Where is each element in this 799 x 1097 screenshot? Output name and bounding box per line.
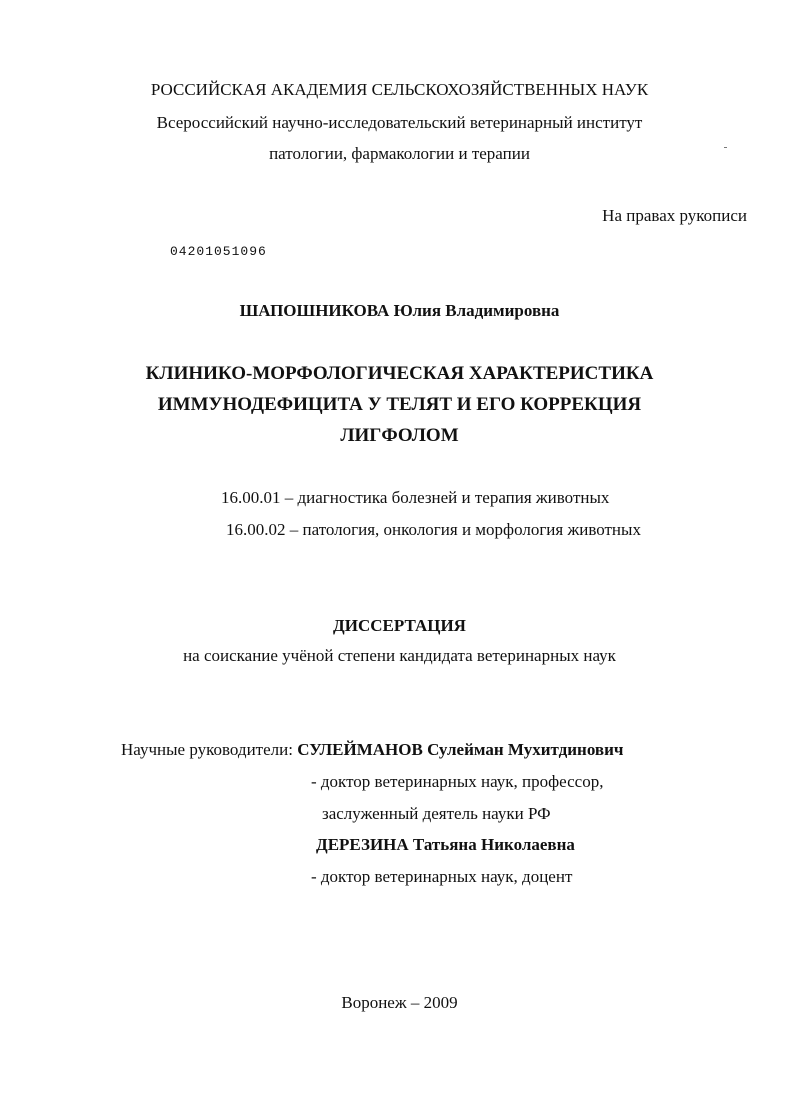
scan-speck — [724, 147, 727, 148]
supervisor2-name — [316, 835, 575, 855]
supervisor2-credential1: - доктор ветеринарных наук, доцент — [311, 867, 573, 886]
institute-name-line2: патологии, фармакологии и терапии — [269, 144, 530, 163]
title-line1: КЛИНИКО-МОРФОЛОГИЧЕСКАЯ ХАРАКТЕРИСТИКА — [145, 363, 654, 384]
author-surname: ШАПОШНИКОВА — [239, 301, 390, 320]
supervisor1-surname: СУЛЕЙМАНОВ — [297, 740, 423, 759]
degree-line: на соискание учёной степени кандидата ветеринарных наук — [183, 646, 616, 665]
supervisor1-credential2: заслуженный деятель науки РФ — [322, 804, 551, 823]
academy-name: РОССИЙСКАЯ АКАДЕМИЯ СЕЛЬСКОХОЗЯЙСТВЕННЫХ НАУК — [150, 80, 649, 99]
author-name — [0, 301, 799, 321]
supervisors-label: Научные руководители: — [121, 740, 293, 759]
title-line3: ЛИГФОЛОМ — [340, 425, 459, 446]
supervisor2-given-names: Татьяна Николаевна — [412, 835, 575, 854]
author-given-names: Юлия Владимировна — [393, 301, 560, 320]
institute-name-line1: Всероссийский научно-исследовательский ветеринарный институт — [156, 113, 643, 132]
specialty-1: 16.00.01 – диагностика болезней и терапия животных — [221, 488, 610, 507]
specialty-2: 16.00.02 – патология, онкология и морфология животных — [226, 520, 641, 539]
rights-note: На правах рукописи — [602, 206, 747, 225]
supervisors-line — [121, 740, 623, 760]
supervisor1-given-names: Сулейман Мухитдинович — [427, 740, 624, 759]
supervisor1-credential1: - доктор ветеринарных наук, профессор, — [311, 772, 604, 791]
title-line2: ИММУНОДЕФИЦИТА У ТЕЛЯТ И ЕГО КОРРЕКЦИЯ — [157, 394, 642, 415]
supervisor2-surname: ДЕРЕЗИНА — [316, 835, 409, 854]
archive-code: 04201051096 — [170, 244, 267, 259]
place-year: Воронеж – 2009 — [341, 993, 458, 1012]
document-type: ДИССЕРТАЦИЯ — [333, 616, 466, 635]
